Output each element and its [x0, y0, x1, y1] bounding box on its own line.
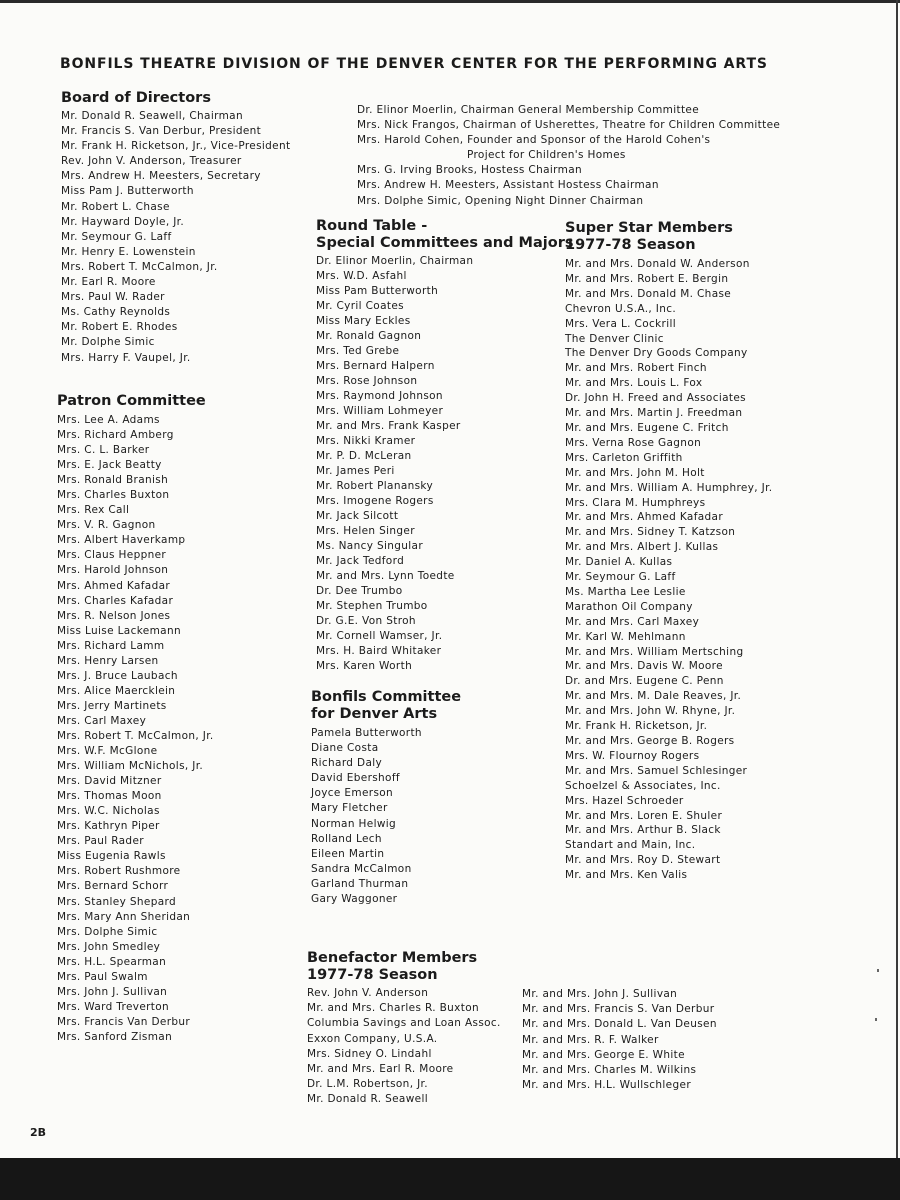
list-item: Mr. Donald R. Seawell	[307, 1093, 428, 1106]
list-item: Miss Eugenia Rawls	[57, 850, 166, 863]
benefactor-heading-line1: Benefactor Members	[307, 950, 478, 966]
list-item: Mrs. Nick Frangos, Chairman of Usherettes, Theatre for Children Committee	[357, 119, 781, 132]
list-item: Columbia Savings and Loan Assoc.	[307, 1017, 501, 1030]
list-item: Mrs. Harold Johnson	[57, 564, 169, 577]
page-title: BONFILS THEATRE DIVISION OF THE DENVER CENTER FOR THE PERFORMING ARTS	[60, 56, 768, 72]
list-item: Mr. and Mrs. Francis S. Van Derbur	[522, 1003, 715, 1016]
board-heading: Board of Directors	[61, 90, 211, 106]
list-item: Mrs. V. R. Gagnon	[57, 519, 156, 532]
list-item: Mr. and Mrs. William Mertsching	[565, 645, 744, 658]
list-item: Rev. John V. Anderson, Treasurer	[61, 155, 242, 168]
list-item: Mrs. Kathryn Piper	[57, 820, 160, 833]
list-item: Mrs. Robert Rushmore	[57, 865, 181, 878]
list-item: Miss Pam Butterworth	[316, 285, 439, 297]
list-item: Mr. and Mrs. George B. Rogers	[565, 735, 735, 747]
list-item: Mr. Cyril Coates	[316, 300, 404, 312]
list-item: Mrs. Henry Larsen	[57, 654, 159, 667]
list-item: Mrs. Paul Rader	[57, 835, 144, 848]
list-item: Mrs. H.L. Spearman	[57, 955, 167, 968]
list-item: Mrs. Paul Swalm	[57, 970, 148, 983]
list-item: Rolland Lech	[311, 832, 382, 845]
list-item: Garland Thurman	[311, 877, 409, 890]
list-item: Project for Children's Homes	[467, 149, 626, 162]
benefactor-list-left	[307, 986, 501, 1108]
patron-heading: Patron Committee	[57, 393, 206, 409]
membership-list	[357, 103, 780, 209]
list-item: Diane Costa	[311, 742, 379, 755]
page-number: 2B	[30, 1126, 47, 1139]
list-item: Exxon Company, U.S.A.	[307, 1032, 438, 1045]
list-item: Mr. Karl W. Mehlmann	[565, 630, 686, 643]
list-item: Mr. and Mrs. Robert Finch	[565, 362, 707, 375]
list-item: Mr. Seymour G. Laff	[61, 230, 172, 243]
list-item: Dr. G.E. Von Stroh	[316, 615, 416, 627]
list-item: Mrs. Harold Cohen, Founder and Sponsor of the Harold Cohen's	[357, 134, 711, 147]
list-item: Dr. and Mrs. Eugene C. Penn	[565, 675, 724, 688]
list-item: Mrs. Robert T. McCalmon, Jr.	[61, 260, 218, 273]
list-item: Mrs. Albert Haverkamp	[57, 534, 186, 547]
list-item: Mr. Earl R. Moore	[61, 276, 156, 289]
list-item: Mr. Daniel A. Kullas	[565, 556, 673, 569]
list-item: Mr. and Mrs. Eugene C. Fritch	[565, 421, 729, 434]
list-item: Mrs. Karen Worth	[316, 660, 413, 672]
list-item: Eileen Martin	[311, 847, 385, 860]
list-item: Mrs. E. Jack Beatty	[57, 459, 162, 472]
list-item: Norman Helwig	[311, 817, 397, 830]
list-item: Mr. Jack Silcott	[316, 510, 399, 522]
list-item: Mrs. Rose Johnson	[316, 375, 418, 387]
list-item: Mrs. Jerry Martinets	[57, 699, 167, 712]
list-item: Mrs. William McNichols, Jr.	[57, 760, 204, 773]
list-item: Mr. and Mrs. John J. Sullivan	[522, 988, 678, 1000]
super-star-members-section	[565, 220, 772, 883]
list-item: Mr. and Mrs. Louis L. Fox	[565, 377, 703, 390]
list-item: Mrs. Andrew H. Meesters, Secretary	[61, 170, 261, 183]
list-item: Mrs. David Mitzner	[57, 775, 162, 788]
list-item: Mrs. Lee A. Adams	[57, 414, 160, 426]
list-item: Mary Fletcher	[311, 802, 388, 815]
patron-committee-section	[57, 393, 214, 1045]
benefactor-members-section	[307, 950, 501, 1108]
list-item: Mrs. G. Irving Brooks, Hostess Chairman	[357, 164, 582, 177]
list-item: Mrs. Harry F. Vaupel, Jr.	[61, 351, 191, 364]
list-item: Mr. and Mrs. Carl Maxey	[565, 615, 700, 628]
list-item: Mrs. Sanford Zisman	[57, 1030, 173, 1043]
list-item: Marathon Oil Company	[565, 600, 693, 613]
list-item: Dr. Elinor Moerlin, Chairman	[316, 255, 474, 267]
list-item: Mrs. Paul W. Rader	[61, 291, 165, 304]
list-item: Mrs. C. L. Barker	[57, 444, 150, 457]
list-item: Mrs. Ahmed Kafadar	[57, 579, 171, 592]
list-item: Dr. Elinor Moerlin, Chairman General Membership Committee	[357, 104, 700, 116]
list-item: Sandra McCalmon	[311, 862, 412, 875]
list-item: Mrs. Vera L. Cockrill	[565, 317, 676, 330]
list-item: Mrs. Sidney O. Lindahl	[307, 1047, 432, 1060]
superstar-list	[565, 257, 772, 883]
list-item: Dr. Dee Trumbo	[316, 585, 403, 597]
list-item: Mrs. Hazel Schroeder	[565, 794, 684, 807]
list-item: Mrs. Alice Maercklein	[57, 684, 176, 697]
list-item: Mr. and Mrs. Ahmed Kafadar	[565, 511, 724, 524]
list-item: Mrs. W.C. Nicholas	[57, 805, 160, 818]
board-of-directors-section	[61, 90, 290, 366]
list-item: Mr. and Mrs. John M. Holt	[565, 466, 705, 479]
list-item: Mr. Dolphe Simic	[61, 336, 155, 349]
list-item: The Denver Dry Goods Company	[565, 347, 748, 360]
list-item: Mr. and Mrs. Ken Valis	[565, 869, 688, 882]
list-item: Mrs. Richard Amberg	[57, 429, 174, 442]
list-item: Mrs. Francis Van Derbur	[57, 1015, 191, 1028]
list-item: Mrs. John Smedley	[57, 940, 161, 953]
bonfils-list	[311, 726, 461, 907]
list-item: Miss Luise Lackemann	[57, 624, 181, 637]
list-item: Mrs. Richard Lamm	[57, 639, 165, 652]
list-item: Mr. and Mrs. Samuel Schlesinger	[565, 764, 748, 777]
list-item: Mrs. William Lohmeyer	[316, 405, 444, 417]
list-item: Mrs. Thomas Moon	[57, 790, 162, 803]
list-item: Mr. and Mrs. Davis W. Moore	[565, 660, 723, 673]
list-item: Mr. and Mrs. Donald W. Anderson	[565, 258, 750, 270]
list-item: Mr. and Mrs. Donald L. Van Deusen	[522, 1018, 717, 1031]
list-item: Schoelzel & Associates, Inc.	[565, 779, 721, 792]
list-item: Miss Mary Eckles	[316, 315, 411, 327]
list-item: Mr. and Mrs. Arthur B. Slack	[565, 824, 721, 837]
list-item: Mrs. Verna Rose Gagnon	[565, 436, 702, 449]
list-item: Joyce Emerson	[311, 787, 394, 800]
superstar-heading-line2: 1977-78 Season	[565, 237, 696, 253]
top-rule	[0, 0, 900, 3]
list-item: Mrs. Andrew H. Meesters, Assistant Hostess Chairman	[357, 179, 659, 192]
bonfils-heading-line1: Bonfils Committee	[311, 689, 462, 705]
list-item: Mrs. Stanley Shepard	[57, 895, 176, 908]
list-item: Mr. and Mrs. George E. White	[522, 1048, 685, 1061]
list-item: Mrs. Imogene Rogers	[316, 495, 434, 507]
list-item: Ms. Nancy Singular	[316, 540, 423, 552]
list-item: Mrs. Mary Ann Sheridan	[57, 910, 191, 923]
list-item: Mr. Frank H. Ricketson, Jr.	[565, 720, 708, 733]
list-item: Mrs. Bernard Schorr	[57, 880, 169, 893]
list-item: Mrs. W. Flournoy Rogers	[565, 749, 700, 762]
list-item: Rev. John V. Anderson	[307, 987, 429, 999]
list-item: Chevron U.S.A., Inc.	[565, 302, 677, 315]
superstar-heading-line1: Super Star Members	[565, 220, 733, 236]
list-item: Mr. and Mrs. M. Dale Reaves, Jr.	[565, 690, 742, 703]
bonfils-committee-section	[311, 689, 461, 907]
speck-mark	[877, 969, 879, 972]
list-item: Mrs. Robert T. McCalmon, Jr.	[57, 729, 214, 742]
list-item: Mr. Robert E. Rhodes	[61, 321, 178, 334]
list-item: Mrs. Rex Call	[57, 504, 130, 517]
list-item: Mrs. Helen Singer	[316, 525, 415, 537]
list-item: Ms. Cathy Reynolds	[61, 306, 171, 319]
list-item: Mrs. Ward Treverton	[57, 1000, 170, 1013]
list-item: Mrs. Carl Maxey	[57, 714, 147, 727]
list-item: Ms. Martha Lee Leslie	[565, 585, 686, 598]
list-item: Gary Waggoner	[311, 893, 398, 906]
list-item: Richard Daly	[311, 757, 383, 770]
list-item: Mrs. R. Nelson Jones	[57, 609, 171, 622]
list-item: Mrs. W.D. Asfahl	[316, 270, 407, 282]
patron-list	[57, 413, 214, 1045]
membership-committee-section	[357, 103, 780, 209]
list-item: Mrs. Clara M. Humphreys	[565, 496, 706, 509]
list-item: Mr. Hayward Doyle, Jr.	[61, 215, 185, 228]
list-item: Mr. and Mrs. Lynn Toedte	[316, 570, 455, 582]
list-item: Mrs. Nikki Kramer	[316, 435, 416, 447]
list-item: Mrs. Claus Heppner	[57, 549, 167, 562]
roundtable-list	[316, 254, 574, 674]
list-item: Mr. and Mrs. Earl R. Moore	[307, 1063, 454, 1076]
list-item: Mrs. Ted Grebe	[316, 345, 400, 357]
list-item: Dr. John H. Freed and Associates	[565, 392, 746, 405]
list-item: Mr. and Mrs. John W. Rhyne, Jr.	[565, 705, 736, 718]
benefactor-members-right-column	[522, 987, 717, 1093]
list-item: Mrs. Bernard Halpern	[316, 360, 435, 372]
right-edge-rule	[896, 0, 898, 1160]
list-item: Mr. and Mrs. Sidney T. Katzson	[565, 526, 736, 539]
list-item: Mr. and Mrs. H.L. Wullschleger	[522, 1079, 691, 1092]
bonfils-heading-line2: for Denver Arts	[311, 706, 438, 722]
speck-mark	[875, 1018, 877, 1021]
list-item: Mr. Robert Planansky	[316, 480, 434, 492]
roundtable-heading-line1: Round Table -	[316, 218, 428, 234]
list-item: Mr. and Mrs. Roy D. Stewart	[565, 854, 721, 867]
list-item: Mr. Francis S. Van Derbur, President	[61, 125, 262, 138]
list-item: Mr. and Mrs. Loren E. Shuler	[565, 809, 723, 822]
list-item: Mr. and Mrs. Albert J. Kullas	[565, 541, 719, 554]
round-table-section	[316, 218, 574, 674]
list-item: Mr. and Mrs. Frank Kasper	[316, 420, 461, 432]
list-item: Mr. P. D. McLeran	[316, 450, 412, 462]
bottom-scan-border	[0, 1158, 900, 1200]
board-list	[61, 109, 290, 366]
list-item: Mr. and Mrs. R. F. Walker	[522, 1033, 659, 1046]
list-item: Mr. Robert L. Chase	[61, 200, 170, 213]
list-item: Mrs. H. Baird Whitaker	[316, 645, 442, 657]
list-item: Mrs. Ronald Branish	[57, 474, 169, 487]
list-item: The Denver Clinic	[565, 332, 664, 345]
list-item: Mrs. J. Bruce Laubach	[57, 669, 178, 682]
list-item: Mr. and Mrs. William A. Humphrey, Jr.	[565, 481, 773, 494]
list-item: Mr. Frank H. Ricketson, Jr., Vice-President	[61, 140, 291, 153]
list-item: Mrs. Dolphe Simic, Opening Night Dinner Chairman	[357, 194, 644, 207]
list-item: Mr. and Mrs. Donald M. Chase	[565, 287, 732, 300]
list-item: Mr. and Mrs. Charles R. Buxton	[307, 1002, 479, 1015]
benefactor-heading-line2: 1977-78 Season	[307, 967, 438, 983]
list-item: Mrs. W.F. McGlone	[57, 745, 158, 758]
list-item: Mr. Henry E. Lowenstein	[61, 245, 196, 258]
list-item: Mr. James Peri	[316, 465, 395, 477]
roundtable-heading-line2: Special Committees and Majors	[316, 235, 574, 251]
list-item: Standart and Main, Inc.	[565, 839, 696, 852]
list-item: Mr. Stephen Trumbo	[316, 600, 428, 612]
list-item: Mr. and Mrs. Martin J. Freedman	[565, 407, 743, 420]
list-item: Mr. Cornell Wamser, Jr.	[316, 630, 443, 642]
list-item: Mr. Seymour G. Laff	[565, 571, 676, 584]
list-item: Mrs. Dolphe Simic	[57, 925, 158, 938]
list-item: Mr. Jack Tedford	[316, 555, 405, 567]
list-item: Miss Pam J. Butterworth	[61, 185, 194, 198]
list-item: Mr. Ronald Gagnon	[316, 330, 422, 342]
list-item: Mrs. Carleton Griffith	[565, 451, 683, 464]
list-item: Mrs. Charles Kafadar	[57, 594, 174, 607]
list-item: Mrs. John J. Sullivan	[57, 985, 168, 998]
benefactor-list-right	[522, 987, 717, 1093]
list-item: Mr. and Mrs. Charles M. Wilkins	[522, 1064, 697, 1077]
list-item: David Ebershoff	[311, 772, 400, 785]
list-item: Mrs. Charles Buxton	[57, 489, 170, 502]
list-item: Dr. L.M. Robertson, Jr.	[307, 1078, 428, 1091]
list-item: Mr. and Mrs. Robert E. Bergin	[565, 272, 729, 285]
list-item: Pamela Butterworth	[311, 727, 422, 739]
list-item: Mrs. Raymond Johnson	[316, 390, 443, 402]
list-item: Mr. Donald R. Seawell, Chairman	[61, 110, 243, 122]
